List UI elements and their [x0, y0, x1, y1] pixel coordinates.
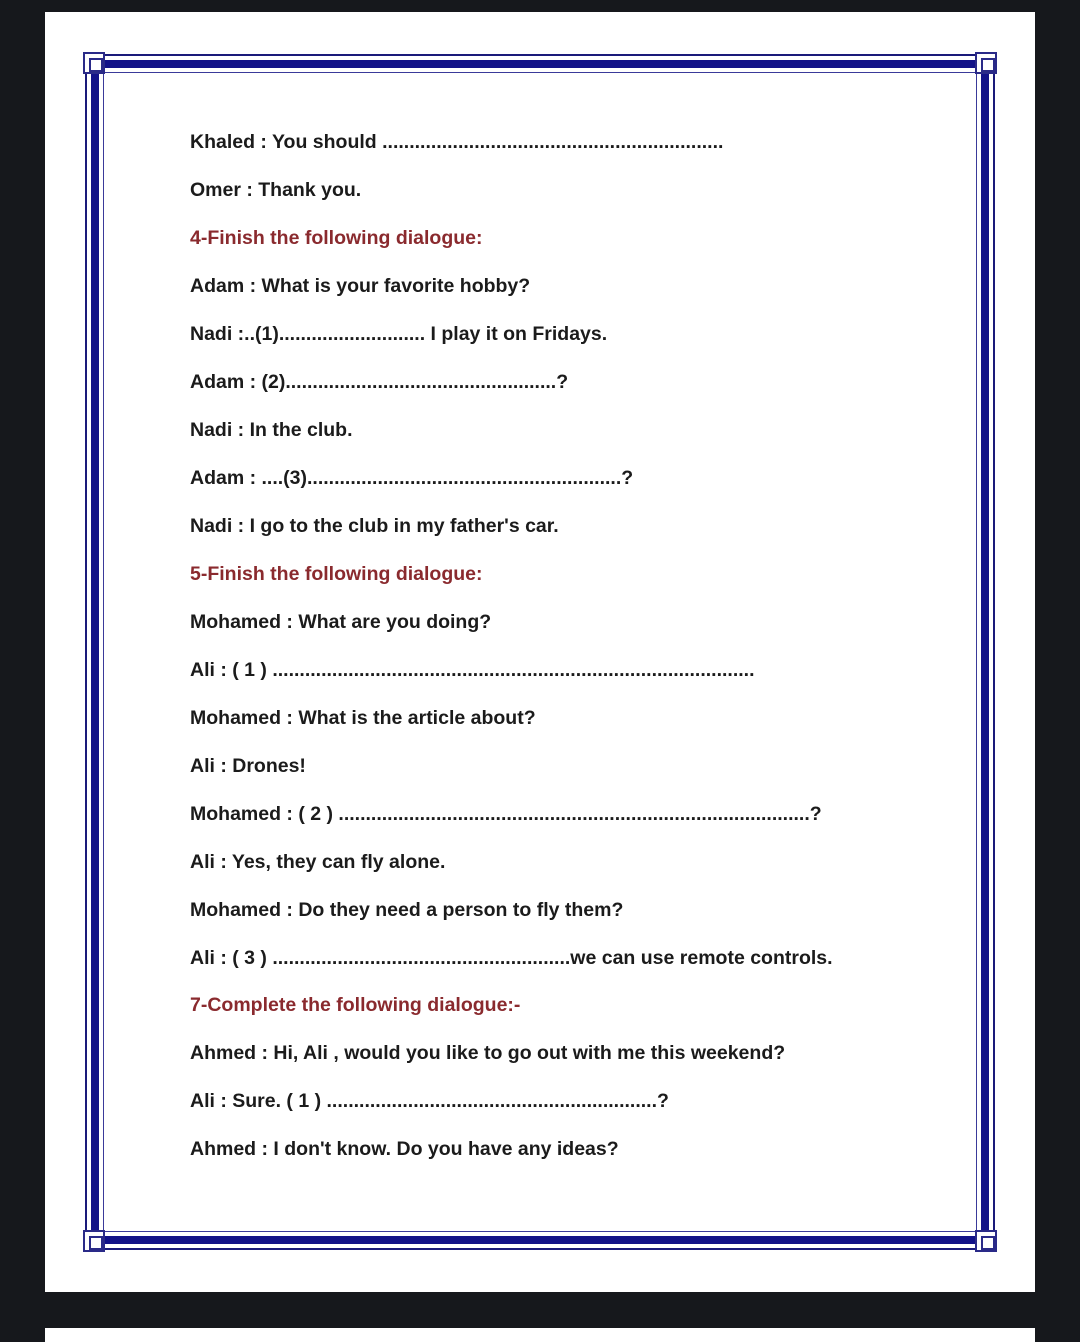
dialogue-line: Ahmed : I don't know. Do you have any ideas? — [190, 1138, 619, 1160]
dialogue-line: Adam : ....(3)..........................................................? — [190, 467, 634, 489]
dialogue-line: Mohamed : Do they need a person to fly them? — [190, 899, 624, 921]
border-corner-ornament — [83, 1230, 105, 1252]
dialogue-line: Nadi : I go to the club in my father's car. — [190, 515, 559, 537]
dialogue-line: Adam : (2)..................................................? — [190, 371, 569, 393]
dialogue-line: Nadi : In the club. — [190, 419, 353, 441]
dialogue-line: Ali : ( 3 ) .......................................................we can use remote controls. — [190, 947, 833, 969]
dialogue-line: Adam : What is your favorite hobby? — [190, 275, 531, 297]
next-page-edge — [45, 1328, 1035, 1342]
border-corner-ornament — [975, 1230, 997, 1252]
section-heading: 4-Finish the following dialogue: — [190, 227, 483, 249]
dialogue-line: Ali : Sure. ( 1 ) .............................................................? — [190, 1090, 669, 1112]
section-heading: 7-Complete the following dialogue:- — [190, 994, 521, 1016]
worksheet-page — [45, 12, 1035, 1292]
dialogue-line: Omer : Thank you. — [190, 179, 362, 201]
dialogue-line: Ali : Yes, they can fly alone. — [190, 851, 446, 873]
dialogue-line: Nadi :..(1)........................... I play it on Fridays. — [190, 323, 608, 345]
dialogue-line: Mohamed : What is the article about? — [190, 707, 536, 729]
dialogue-line: Mohamed : What are you doing? — [190, 611, 492, 633]
border-corner-ornament — [83, 52, 105, 74]
dialogue-line: Khaled : You should ............................................................... — [190, 131, 724, 153]
section-heading: 5-Finish the following dialogue: — [190, 563, 483, 585]
dialogue-line: Ahmed : Hi, Ali , would you like to go out with me this weekend? — [190, 1042, 786, 1064]
dialogue-line: Mohamed : ( 2 ) .......................................................................................? — [190, 803, 822, 825]
dialogue-line: Ali : Drones! — [190, 755, 306, 777]
border-corner-ornament — [975, 52, 997, 74]
dialogue-line: Ali : ( 1 ) ......................................................................................... — [190, 659, 755, 681]
